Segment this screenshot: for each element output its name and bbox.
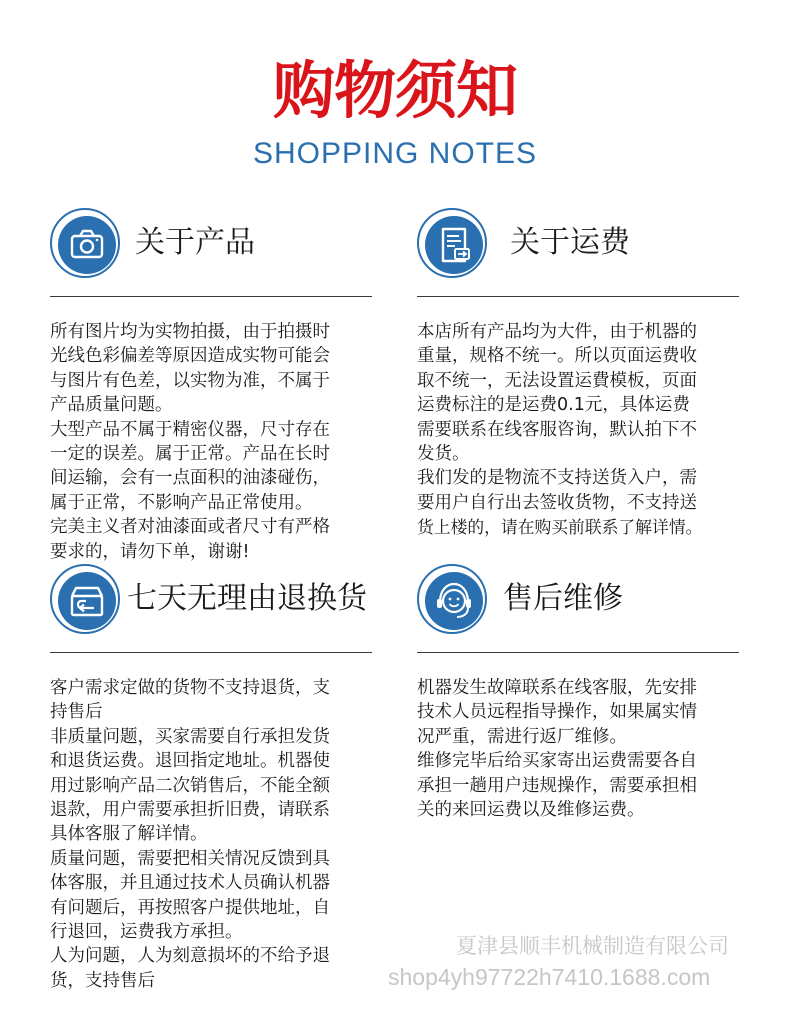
text-line: 重量，规格不统一。所以页面运费收 <box>417 346 697 367</box>
section-after-sales-repair <box>417 564 739 824</box>
section-title: 售后维修 <box>503 581 623 616</box>
section-text <box>50 676 330 993</box>
text-line: 质量问题，需要把相关情况反馈到具 <box>50 848 330 869</box>
text-line: 退款，用户需要承担折旧费，请联系 <box>50 799 330 820</box>
text-line: 有问题后，再按照客户提供地址，自 <box>50 897 330 918</box>
text-line: 与图片有色差，以实物为准，不属于 <box>50 370 330 391</box>
text-line: 我们发的是物流不支持送货入户，需 <box>417 468 697 489</box>
section-title: 关于产品 <box>135 225 255 260</box>
text-line: 间运输，会有一点面积的油漆碰伤， <box>50 468 330 489</box>
section-title: 关于运费 <box>510 225 630 260</box>
section-divider <box>417 296 739 297</box>
section-title: 七天无理由退换货 <box>127 581 367 616</box>
headset-support-icon <box>417 564 487 634</box>
section-about-product <box>50 208 372 562</box>
text-line: 关的来回运费以及维修运费。 <box>417 799 645 820</box>
section-text <box>50 320 330 564</box>
return-box-icon <box>50 564 120 634</box>
invoice-icon <box>417 208 487 278</box>
text-line: 用过影响产品二次销售后，不能全额 <box>50 775 330 796</box>
text-line: 取不统一，无法设置运費模板，页面 <box>417 370 697 391</box>
section-about-shipping <box>417 208 739 548</box>
text-line: 属于正常，不影响产品正常使用。 <box>50 492 313 513</box>
text-line: 和退货运费。退回指定地址。机器使 <box>50 751 330 772</box>
text-line: 运费标注的是运费0.1元，具体运费 <box>417 395 690 416</box>
section-text <box>417 320 702 540</box>
text-line: 产品质量问题。 <box>50 395 173 416</box>
text-line: 货上楼的，请在购买前联系了解详情。 <box>417 517 703 538</box>
section-text <box>417 676 697 822</box>
text-line: 大型产品不属于精密仪器，尺寸存在 <box>50 419 330 440</box>
text-line: 要用户自行出去签收货物，不支持送 <box>417 492 697 513</box>
section-divider <box>50 296 372 297</box>
section-divider <box>417 652 739 653</box>
text-line: 光线色彩偏差等原因造成实物可能会 <box>50 346 330 367</box>
text-line: 机器发生故障联系在线客服，先安排 <box>417 678 697 698</box>
watermark-company: 夏津县顺丰机械制造有限公司 <box>456 935 729 958</box>
text-line: 况严重，需进行返厂维修。 <box>417 726 627 747</box>
text-line: 具体客服了解详情。 <box>50 824 208 845</box>
section-seven-day-return <box>50 564 372 994</box>
text-line: 完美主义者对油漆面或者尺寸有严格 <box>50 517 330 538</box>
camera-icon <box>50 208 120 278</box>
text-line: 体客服，并且通过技术人员确认机器 <box>50 873 330 894</box>
watermark-shop-url: shop4yh97722h7410.1688.com <box>388 964 711 990</box>
section-divider <box>50 652 372 653</box>
text-line: 承担一趟用户违规操作，需要承担相 <box>417 775 697 796</box>
text-line: 本店所有产品均为大件，由于机器的 <box>417 322 697 342</box>
text-line: 持售后 <box>50 702 103 723</box>
text-line: 客户需求定做的货物不支持退货，支 <box>50 678 330 698</box>
text-line: 行退回，运费我方承担。 <box>50 921 243 942</box>
text-line: 货，支持售后 <box>50 970 155 991</box>
text-line: 要求的，请勿下单，谢谢! <box>50 541 250 562</box>
text-line: 一定的误差。属于正常。产品在长时 <box>50 443 330 464</box>
text-line: 人为问题，人为刻意损坏的不给予退 <box>50 946 330 967</box>
text-line: 发货。 <box>417 443 470 464</box>
text-line: 所有图片均为实物拍摄，由于拍摄时 <box>50 322 330 342</box>
text-line: 需要联系在线客服咨询，默认拍下不 <box>417 419 697 440</box>
page-title: 购物须知 <box>272 54 517 127</box>
text-line: 维修完毕后给买家寄出运费需要各自 <box>417 751 697 772</box>
text-line: 非质量问题，买家需要自行承担发货 <box>50 726 330 747</box>
page-subtitle: SHOPPING NOTES <box>252 137 538 170</box>
text-line: 技术人员远程指导操作，如果属实情 <box>417 702 697 723</box>
